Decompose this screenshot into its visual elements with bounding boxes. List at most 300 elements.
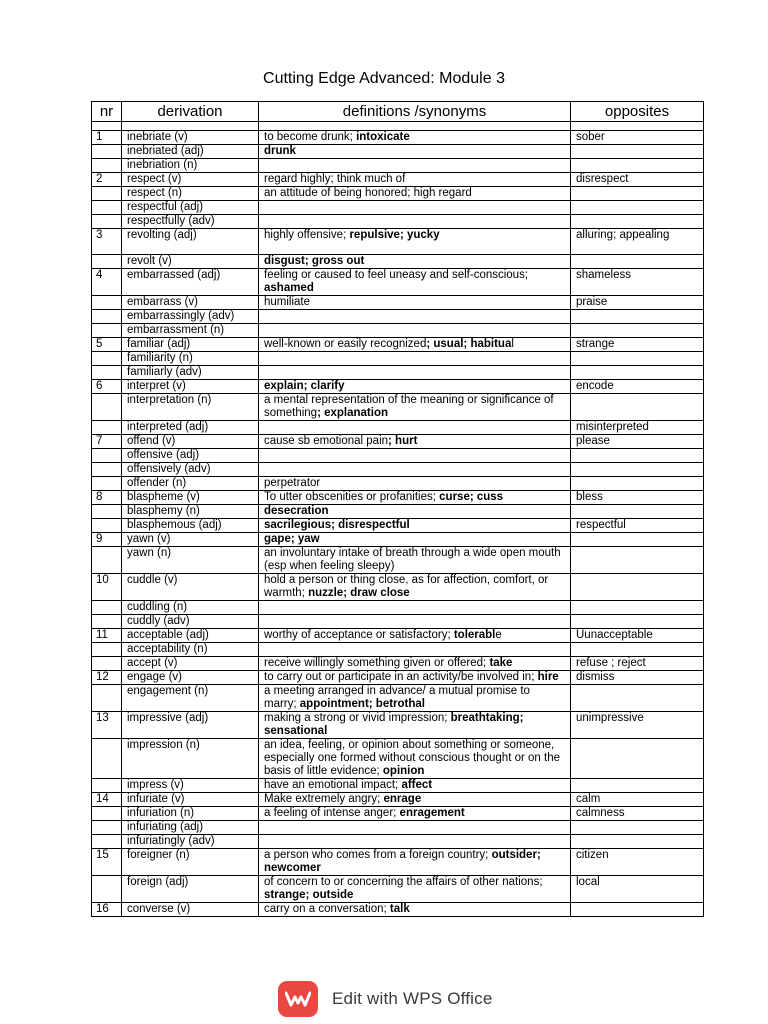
opposite-cell — [571, 187, 704, 201]
table-row — [92, 255, 704, 269]
derivation-cell: embarrassment (n) — [122, 324, 259, 338]
table-row — [92, 849, 704, 876]
table-row — [92, 269, 704, 296]
definition-text: an involuntary intake of breath through a wide open mouth (esp when feeling sleepy) — [264, 547, 561, 572]
definition-text: feeling or caused to feel uneasy and self-conscious; — [264, 269, 529, 281]
derivation-cell: foreign (adj) — [122, 876, 259, 903]
definition-cell — [259, 685, 571, 712]
synonym-text: ashamed — [264, 282, 314, 294]
opposite-cell — [571, 615, 704, 629]
spacer-cell — [92, 122, 122, 131]
derivation-cell: interpreted (adj) — [122, 421, 259, 435]
definition-cell — [259, 629, 571, 643]
derivation-cell: offensive (adj) — [122, 449, 259, 463]
table-row — [92, 229, 704, 255]
definition-text: to carry out or participate in an activity/be involved in; — [264, 671, 538, 683]
derivation-cell: respectfully (adv) — [122, 215, 259, 229]
definition-cell — [259, 876, 571, 903]
definition-text: receive willingly something given or offered; — [264, 657, 490, 669]
table-row — [92, 324, 704, 338]
derivation-cell: embarrassingly (adv) — [122, 310, 259, 324]
table-row — [92, 671, 704, 685]
table-row — [92, 463, 704, 477]
derivation-cell: respect (v) — [122, 173, 259, 187]
definition-text: highly offensive; — [264, 229, 350, 241]
derivation-cell: infuriation (n) — [122, 807, 259, 821]
opposite-cell — [571, 310, 704, 324]
table-row — [92, 421, 704, 435]
definition-cell — [259, 547, 571, 574]
row-number-cell — [92, 310, 122, 324]
synonym-text: nuzzle; draw close — [308, 587, 410, 599]
synonym-text: explain; clarify — [264, 380, 345, 392]
derivation-cell: impress (v) — [122, 779, 259, 793]
derivation-cell: inebriation (n) — [122, 159, 259, 173]
row-number-cell — [92, 779, 122, 793]
definition-text: a person who comes from a foreign country; — [264, 849, 492, 861]
table-row — [92, 131, 704, 145]
opposite-cell — [571, 821, 704, 835]
definition-text: of concern to or concerning the affairs of other nations; — [264, 876, 543, 888]
synonym-text: disgust; gross out — [264, 255, 365, 267]
synonym-text: affect — [401, 779, 433, 791]
synonym-text: ; usual; habitua — [426, 338, 512, 350]
row-number-cell — [92, 601, 122, 615]
derivation-cell: familiarly (adv) — [122, 366, 259, 380]
table-row — [92, 739, 704, 779]
definition-cell — [259, 519, 571, 533]
derivation-cell: blaspheme (v) — [122, 491, 259, 505]
derivation-cell: acceptability (n) — [122, 643, 259, 657]
definition-text: an attitude of being honored; high regard — [264, 187, 472, 199]
spacer-cell — [571, 122, 704, 131]
opposite-cell: calmness — [571, 807, 704, 821]
definition-cell — [259, 491, 571, 505]
definition-cell — [259, 849, 571, 876]
wps-w-glyph-icon — [285, 991, 311, 1007]
row-number-cell — [92, 352, 122, 366]
row-number-cell — [92, 255, 122, 269]
definition-cell — [259, 807, 571, 821]
opposite-cell — [571, 463, 704, 477]
definition-text: have an emotional impact; — [264, 779, 402, 791]
synonym-text: drunk — [264, 145, 296, 157]
opposite-cell: misinterpreted — [571, 421, 704, 435]
definition-tail-text: l — [511, 338, 514, 350]
table-row — [92, 547, 704, 574]
spacer-cell — [259, 122, 571, 131]
synonym-text: outsider; newcomer — [264, 849, 541, 874]
opposite-cell — [571, 159, 704, 173]
table-row — [92, 310, 704, 324]
row-number-cell — [92, 519, 122, 533]
table-row — [92, 821, 704, 835]
synonym-text: breathtaking; sensational — [264, 712, 524, 737]
synonym-text: enrage — [383, 793, 422, 805]
definition-text: To utter obscenities or profanities; — [264, 491, 440, 503]
opposite-cell: please — [571, 435, 704, 449]
definition-cell — [259, 435, 571, 449]
definition-cell — [259, 601, 571, 615]
wps-edit-banner[interactable] — [278, 980, 493, 1018]
opposite-cell: Uunacceptable — [571, 629, 704, 643]
definition-cell — [259, 533, 571, 547]
definition-cell — [259, 903, 571, 917]
derivation-cell: familiar (adj) — [122, 338, 259, 352]
definition-cell — [259, 671, 571, 685]
row-number-cell — [92, 477, 122, 491]
definition-cell — [259, 366, 571, 380]
derivation-cell: cuddle (v) — [122, 574, 259, 601]
opposite-cell — [571, 739, 704, 779]
synonym-text: strange; outside — [264, 889, 354, 901]
table-row — [92, 338, 704, 352]
derivation-cell: yawn (n) — [122, 547, 259, 574]
derivation-cell: familiarity (n) — [122, 352, 259, 366]
opposite-cell — [571, 215, 704, 229]
derivation-cell: embarrassed (adj) — [122, 269, 259, 296]
table-row — [92, 173, 704, 187]
definition-cell — [259, 187, 571, 201]
table-row — [92, 657, 704, 671]
spacer-cell — [122, 122, 259, 131]
row-number-cell — [92, 876, 122, 903]
row-number-cell: 12 — [92, 671, 122, 685]
definition-text: a meeting arranged in advance/ a mutual promise to marry; — [264, 685, 530, 710]
derivation-cell: foreigner (n) — [122, 849, 259, 876]
opposite-cell: sober — [571, 131, 704, 145]
derivation-cell: impression (n) — [122, 739, 259, 779]
synonym-text: take — [489, 657, 513, 669]
opposite-cell — [571, 145, 704, 159]
header-nr: nr — [92, 102, 122, 122]
opposite-cell: calm — [571, 793, 704, 807]
row-number-cell: 4 — [92, 269, 122, 296]
definition-cell — [259, 255, 571, 269]
definition-cell — [259, 643, 571, 657]
derivation-cell: inebriated (adj) — [122, 145, 259, 159]
synonym-text: curse; cuss — [439, 491, 504, 503]
table-row — [92, 685, 704, 712]
row-number-cell: 15 — [92, 849, 122, 876]
table-row — [92, 380, 704, 394]
synonym-text: enragement — [399, 807, 465, 819]
table-row — [92, 793, 704, 807]
table-row — [92, 352, 704, 366]
synonym-text: desecration — [264, 505, 329, 517]
derivation-cell: embarrass (v) — [122, 296, 259, 310]
definition-cell — [259, 449, 571, 463]
synonym-text: tolerabl — [453, 629, 496, 641]
table-body — [92, 122, 704, 917]
derivation-cell: cuddling (n) — [122, 601, 259, 615]
table-row — [92, 533, 704, 547]
definition-cell — [259, 201, 571, 215]
opposite-cell: citizen — [571, 849, 704, 876]
opposite-cell: refuse ; reject — [571, 657, 704, 671]
opposite-cell: praise — [571, 296, 704, 310]
row-number-cell — [92, 159, 122, 173]
table-row — [92, 491, 704, 505]
definition-cell — [259, 131, 571, 145]
table-row — [92, 159, 704, 173]
opposite-cell — [571, 601, 704, 615]
definition-cell — [259, 394, 571, 421]
definition-text: Make extremely angry; — [264, 793, 384, 805]
opposite-cell — [571, 201, 704, 215]
table-row — [92, 435, 704, 449]
table-row — [92, 629, 704, 643]
derivation-cell: offend (v) — [122, 435, 259, 449]
opposite-cell — [571, 449, 704, 463]
table-row — [92, 366, 704, 380]
spacer-row — [92, 122, 704, 131]
definition-text: perpetrator — [264, 477, 321, 489]
opposite-cell — [571, 394, 704, 421]
table-row — [92, 712, 704, 739]
definition-cell — [259, 574, 571, 601]
row-number-cell — [92, 463, 122, 477]
definition-cell — [259, 145, 571, 159]
definition-text: humiliate — [264, 296, 311, 308]
row-number-cell — [92, 807, 122, 821]
derivation-cell: revolting (adj) — [122, 229, 259, 255]
derivation-cell: inebriate (v) — [122, 131, 259, 145]
row-number-cell: 1 — [92, 131, 122, 145]
header-opposites: opposites — [571, 102, 704, 122]
row-number-cell: 7 — [92, 435, 122, 449]
opposite-cell: bless — [571, 491, 704, 505]
definition-cell — [259, 215, 571, 229]
definition-cell — [259, 505, 571, 519]
row-number-cell: 5 — [92, 338, 122, 352]
row-number-cell: 10 — [92, 574, 122, 601]
opposite-cell — [571, 324, 704, 338]
table-row — [92, 145, 704, 159]
header-definitions: definitions /synonyms — [259, 102, 571, 122]
row-number-cell — [92, 685, 122, 712]
row-number-cell — [92, 739, 122, 779]
table-row — [92, 505, 704, 519]
definition-cell — [259, 159, 571, 173]
definition-cell — [259, 821, 571, 835]
definition-cell — [259, 173, 571, 187]
definition-text: hold a person or thing close, as for affection, comfort, or warmth; — [264, 574, 549, 599]
table-row — [92, 779, 704, 793]
opposite-cell: shameless — [571, 269, 704, 296]
definition-cell — [259, 712, 571, 739]
header-derivation: derivation — [122, 102, 259, 122]
row-number-cell: 9 — [92, 533, 122, 547]
synonym-text: intoxicate — [356, 131, 410, 143]
derivation-cell: engagement (n) — [122, 685, 259, 712]
row-number-cell — [92, 643, 122, 657]
row-number-cell — [92, 835, 122, 849]
opposite-cell: disrespect — [571, 173, 704, 187]
table-row — [92, 449, 704, 463]
opposite-cell: respectful — [571, 519, 704, 533]
opposite-cell: dismiss — [571, 671, 704, 685]
definition-text: an idea, feeling, or opinion about something or someone, especially one formed without conscious thought or on the basis of little evidence; — [264, 739, 560, 777]
table-row — [92, 187, 704, 201]
row-number-cell — [92, 201, 122, 215]
row-number-cell — [92, 657, 122, 671]
derivation-cell: interpretation (n) — [122, 394, 259, 421]
definition-text: well-known or easily recognized — [264, 338, 427, 350]
derivation-cell: engage (v) — [122, 671, 259, 685]
definition-text: cause sb emotional pain — [264, 435, 389, 447]
opposite-cell — [571, 533, 704, 547]
opposite-cell — [571, 352, 704, 366]
synonym-text: sacrilegious; disrespectful — [264, 519, 410, 531]
opposite-cell — [571, 574, 704, 601]
table-row — [92, 807, 704, 821]
table-row — [92, 601, 704, 615]
row-number-cell — [92, 324, 122, 338]
row-number-cell — [92, 615, 122, 629]
definition-cell — [259, 324, 571, 338]
table-row — [92, 394, 704, 421]
derivation-cell: infuriate (v) — [122, 793, 259, 807]
definition-text: a feeling of intense anger; — [264, 807, 400, 819]
row-number-cell: 13 — [92, 712, 122, 739]
synonym-text: hire — [537, 671, 559, 683]
row-number-cell — [92, 394, 122, 421]
table-header-row — [92, 102, 704, 122]
synonym-text: gape; yaw — [264, 533, 320, 545]
row-number-cell — [92, 821, 122, 835]
synonym-text: ; explanation — [317, 407, 388, 419]
derivation-cell: infuriatingly (adv) — [122, 835, 259, 849]
row-number-cell: 3 — [92, 229, 122, 255]
derivation-cell: interpret (v) — [122, 380, 259, 394]
definition-cell — [259, 296, 571, 310]
opposite-cell — [571, 255, 704, 269]
page-title: Cutting Edge Advanced: Module 3 — [263, 70, 505, 87]
row-number-cell: 2 — [92, 173, 122, 187]
table-row — [92, 615, 704, 629]
definition-cell — [259, 310, 571, 324]
derivation-cell: blasphemy (n) — [122, 505, 259, 519]
derivation-cell: yawn (v) — [122, 533, 259, 547]
derivation-cell: revolt (v) — [122, 255, 259, 269]
opposite-cell — [571, 903, 704, 917]
definition-cell — [259, 615, 571, 629]
row-number-cell — [92, 421, 122, 435]
derivation-cell: offender (n) — [122, 477, 259, 491]
definition-cell — [259, 463, 571, 477]
synonym-text: talk — [389, 903, 410, 915]
table-row — [92, 643, 704, 657]
derivation-cell: converse (v) — [122, 903, 259, 917]
definition-cell — [259, 421, 571, 435]
definition-cell — [259, 657, 571, 671]
derivation-cell: offensively (adv) — [122, 463, 259, 477]
opposite-cell — [571, 835, 704, 849]
row-number-cell: 11 — [92, 629, 122, 643]
row-number-cell — [92, 187, 122, 201]
opposite-cell: local — [571, 876, 704, 903]
definition-text: regard highly; think much of — [264, 173, 406, 185]
vocabulary-table — [91, 101, 704, 917]
table-row — [92, 201, 704, 215]
wps-edit-label: Edit with WPS Office — [332, 989, 493, 1008]
row-number-cell — [92, 145, 122, 159]
row-number-cell — [92, 449, 122, 463]
derivation-cell: impressive (adj) — [122, 712, 259, 739]
opposite-cell — [571, 643, 704, 657]
synonym-text: appointment; betrothal — [299, 698, 425, 710]
row-number-cell — [92, 296, 122, 310]
definition-cell — [259, 338, 571, 352]
synonym-text: opinion — [382, 765, 425, 777]
row-number-cell — [92, 547, 122, 574]
row-number-cell: 8 — [92, 491, 122, 505]
definition-text: to become drunk; — [264, 131, 357, 143]
derivation-cell: blasphemous (adj) — [122, 519, 259, 533]
derivation-cell: respectful (adj) — [122, 201, 259, 215]
opposite-cell: encode — [571, 380, 704, 394]
definition-cell — [259, 380, 571, 394]
opposite-cell — [571, 366, 704, 380]
derivation-cell: acceptable (adj) — [122, 629, 259, 643]
definition-tail-text: e — [495, 629, 502, 641]
opposite-cell — [571, 505, 704, 519]
derivation-cell: infuriating (adj) — [122, 821, 259, 835]
opposite-cell: unimpressive — [571, 712, 704, 739]
row-number-cell — [92, 505, 122, 519]
opposite-cell — [571, 477, 704, 491]
definition-text: worthy of acceptance or satisfactory; — [264, 629, 454, 641]
definition-cell — [259, 229, 571, 255]
opposite-cell — [571, 547, 704, 574]
definition-text: making a strong or vivid impression; — [264, 712, 451, 724]
row-number-cell: 6 — [92, 380, 122, 394]
row-number-cell — [92, 215, 122, 229]
opposite-cell: strange — [571, 338, 704, 352]
table-row — [92, 574, 704, 601]
row-number-cell: 16 — [92, 903, 122, 917]
definition-cell — [259, 793, 571, 807]
wps-logo-icon — [278, 981, 318, 1017]
definition-cell — [259, 352, 571, 366]
opposite-cell — [571, 685, 704, 712]
definition-cell — [259, 779, 571, 793]
row-number-cell — [92, 366, 122, 380]
table-row — [92, 477, 704, 491]
table-row — [92, 296, 704, 310]
table-row — [92, 835, 704, 849]
row-number-cell: 14 — [92, 793, 122, 807]
derivation-cell: cuddly (adv) — [122, 615, 259, 629]
definition-cell — [259, 835, 571, 849]
definition-text: a mental representation of the meaning or significance of something — [264, 394, 554, 419]
definition-text: carry on a conversation; — [264, 903, 390, 915]
derivation-cell: accept (v) — [122, 657, 259, 671]
derivation-cell: respect (n) — [122, 187, 259, 201]
synonym-text: repulsive; yucky — [349, 229, 440, 241]
table-row — [92, 903, 704, 917]
definition-cell — [259, 739, 571, 779]
table-row — [92, 519, 704, 533]
synonym-text: ; hurt — [388, 435, 418, 447]
opposite-cell — [571, 779, 704, 793]
definition-cell — [259, 477, 571, 491]
table-row — [92, 215, 704, 229]
opposite-cell: alluring; appealing — [571, 229, 704, 255]
table-row — [92, 876, 704, 903]
definition-cell — [259, 269, 571, 296]
